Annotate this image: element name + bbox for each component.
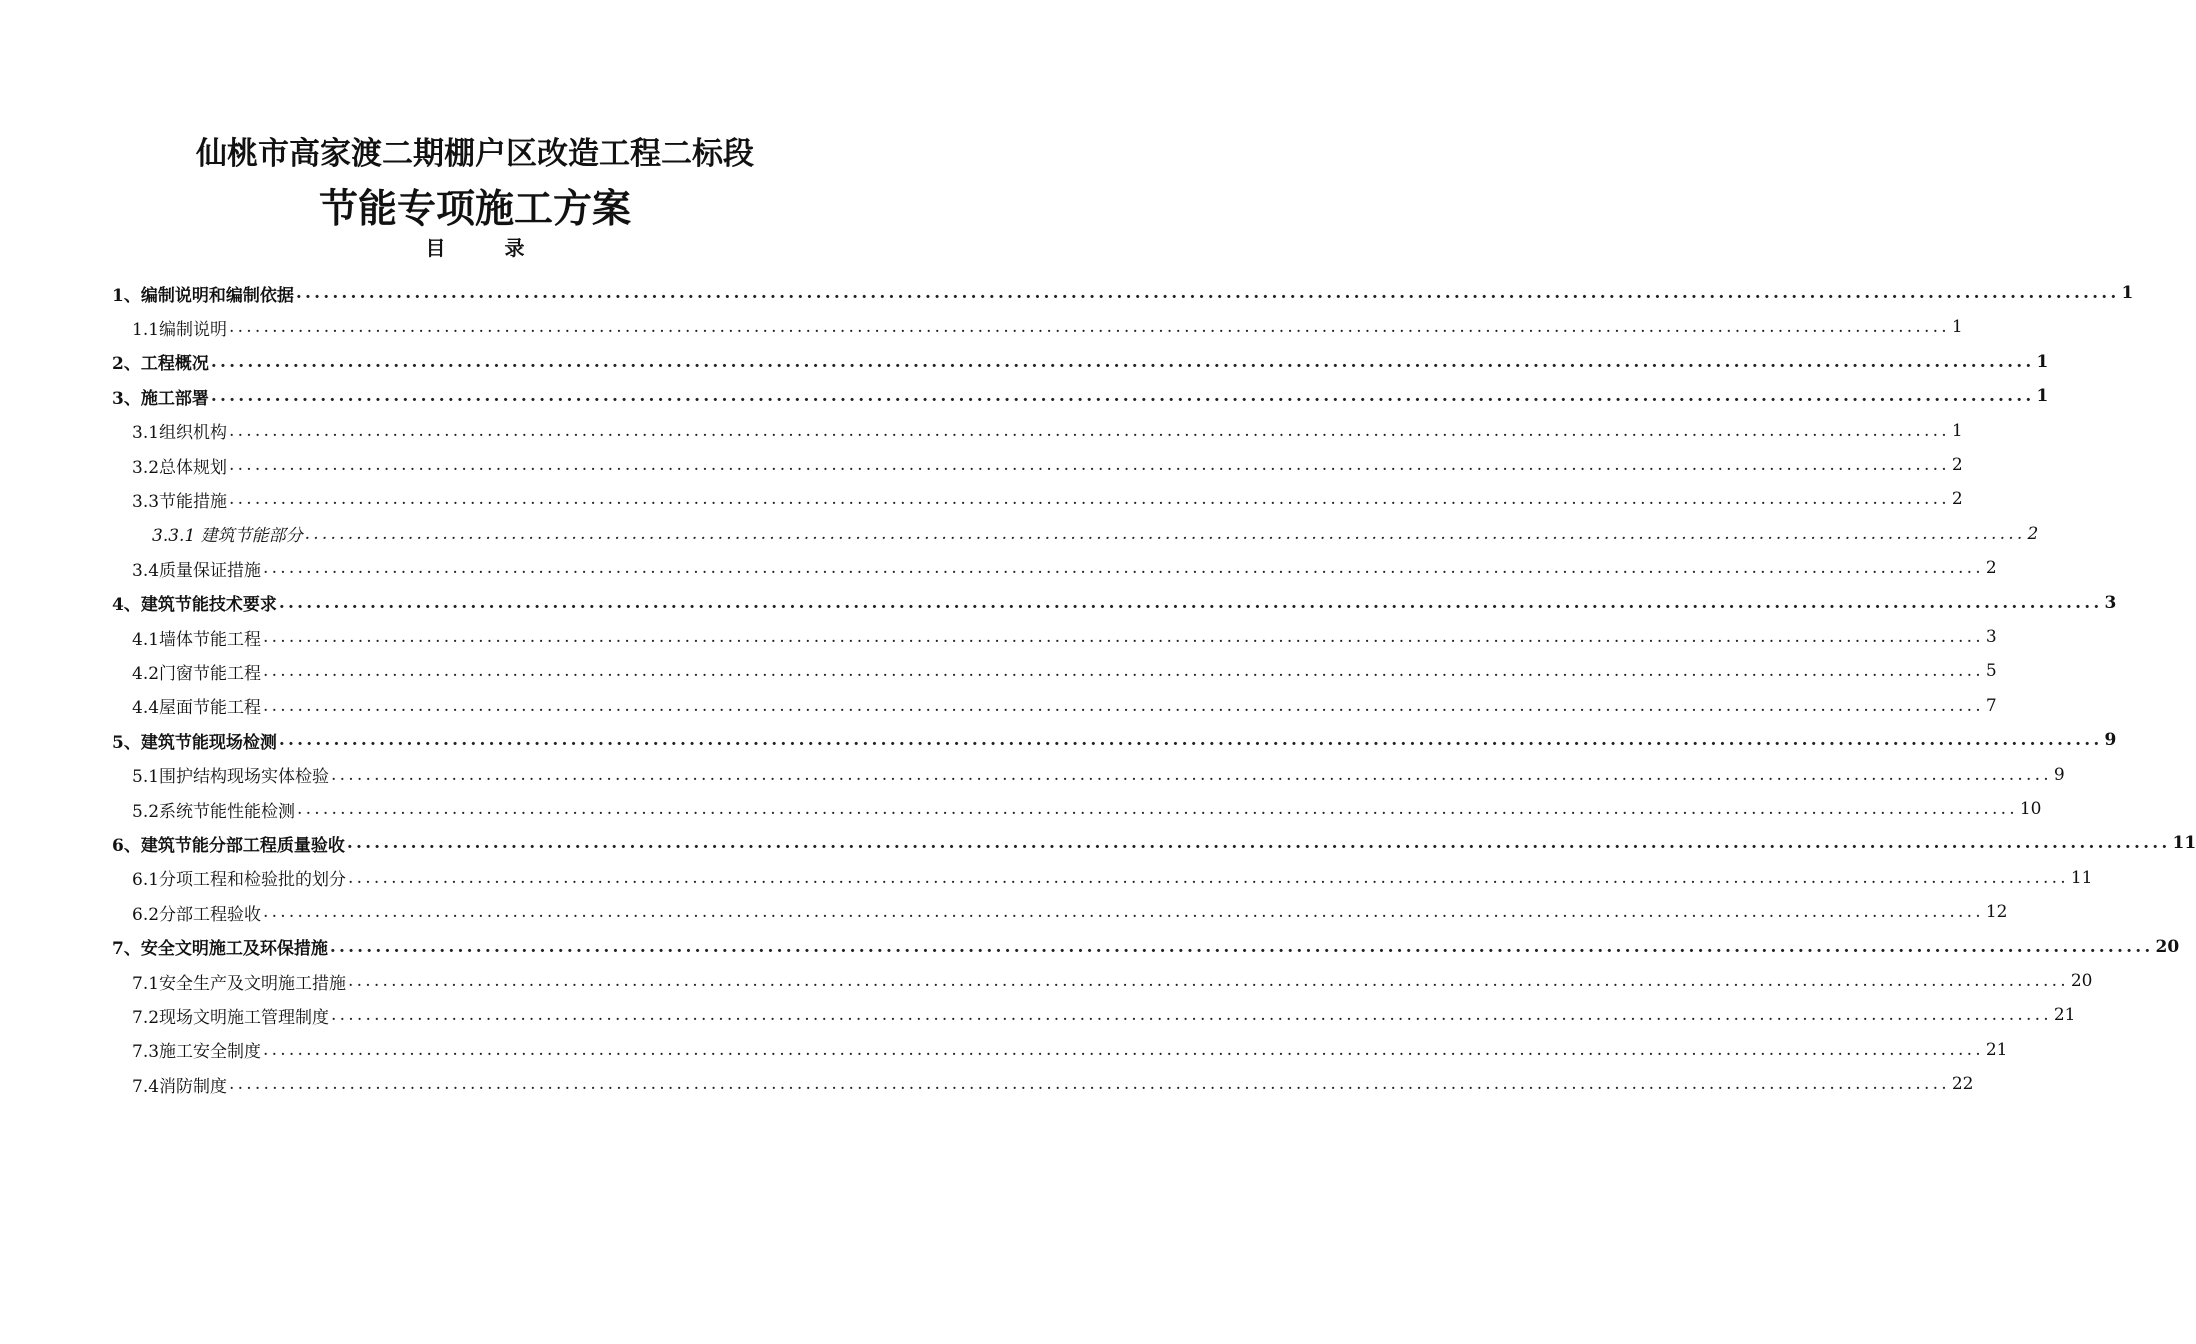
toc-entry-label: 4.1墙体节能工程 — [132, 629, 262, 650]
toc-entry-page-number: 3 — [2104, 592, 2117, 613]
toc-leader-dots: ........................................................................................................................................................................................................ — [295, 283, 2120, 303]
toc-entry[interactable] — [132, 1033, 2008, 1067]
toc-entry[interactable] — [132, 654, 1997, 688]
toc-entry-label: 4.4屋面节能工程 — [132, 698, 262, 719]
toc-entry-page-number: 1 — [1951, 317, 1963, 338]
toc-entry-page-number: 1 — [2121, 283, 2134, 303]
toc-entry-page-number: 3 — [1985, 627, 1997, 647]
toc-entry[interactable] — [132, 620, 1997, 654]
toc-entry-label: 7.3施工安全制度 — [132, 1042, 262, 1063]
toc-leader-dots: ........................................................................................................................................................................................................ — [263, 661, 1984, 682]
toc-entry[interactable] — [112, 345, 2049, 379]
toc-leader-dots: ........................................................................................................................................................................................................ — [263, 1039, 1984, 1060]
toc-leader-dots: ........................................................................................................................................................................................................ — [263, 902, 1984, 923]
toc-entry-page-number: 9 — [2053, 764, 2065, 785]
toc-leader-dots: ........................................................................................................................................................................................................ — [331, 1005, 2052, 1026]
toc-entry-label: 1、编制说明和编制依据 — [112, 285, 294, 306]
toc-entry[interactable] — [132, 551, 1997, 585]
toc-entry-label: 4、建筑节能技术要求 — [112, 595, 277, 616]
toc-entry-page-number: 2 — [1985, 558, 1997, 579]
toc-entry-label: 7.1安全生产及文明施工措施 — [132, 973, 347, 994]
toc-leader-dots: ........................................................................................................................................................................................................ — [304, 523, 2026, 544]
toc-leader-dots: ........................................................................................................................................................................................................ — [278, 592, 2103, 613]
toc-entry-label: 6.2分部工程验收 — [132, 904, 262, 925]
toc-leader-dots: ........................................................................................................................................................................................................ — [229, 489, 1950, 510]
toc-entry-label: 2、工程概况 — [112, 354, 209, 375]
toc-entry-label: 4.2门窗节能工程 — [132, 663, 262, 684]
toc-leader-dots: ........................................................................................................................................................................................................ — [263, 695, 1984, 716]
toc-entry-label: 6、建筑节能分部工程质量验收 — [112, 835, 345, 856]
toc-entry[interactable] — [132, 895, 2008, 929]
toc-entry-label: 7、安全文明施工及环保措施 — [112, 939, 328, 960]
toc-entry-label: 3.3.1 建筑节能部分 — [152, 526, 303, 547]
toc-entry[interactable] — [132, 482, 1963, 516]
toc-entry[interactable] — [112, 930, 2180, 964]
toc-entry-page-number: 2 — [1951, 455, 1963, 475]
toc-entry-page-number: 21 — [1985, 1039, 2008, 1060]
toc-leader-dots: ........................................................................................................................................................................................................ — [229, 455, 1950, 475]
toc-entry[interactable] — [132, 861, 2093, 895]
toc-entry-page-number: 2 — [2027, 523, 2039, 544]
toc-leader-dots: ........................................................................................................................................................................................................ — [229, 420, 1950, 441]
toc-entry[interactable] — [112, 276, 2134, 310]
toc-entry[interactable] — [132, 964, 2093, 998]
document-title: 仙桃市高家渡二期棚户区改造工程二标段 — [196, 136, 754, 172]
toc-entry[interactable] — [132, 689, 1997, 723]
toc-entry-page-number: 7 — [1985, 695, 1997, 716]
toc-leader-dots: ........................................................................................................................................................................................................ — [331, 764, 2052, 785]
toc-entry-label: 5.2系统节能性能检测 — [132, 801, 296, 822]
toc-leader-dots: ........................................................................................................................................................................................................ — [263, 627, 1984, 647]
toc-entry-label: 3.3节能措施 — [132, 491, 228, 512]
toc-leader-dots: ........................................................................................................................................................................................................ — [329, 936, 2154, 957]
toc-entry-label: 3、施工部署 — [112, 388, 209, 409]
toc-leader-dots: ........................................................................................................................................................................................................ — [348, 867, 2069, 888]
toc-leader-dots: ........................................................................................................................................................................................................ — [229, 317, 1950, 338]
toc-entry-page-number: 11 — [2172, 833, 2196, 854]
toc-entry-page-number: 5 — [1985, 661, 1997, 682]
toc-entry-page-number: 9 — [2104, 730, 2117, 751]
toc-entry-label: 3.4质量保证措施 — [132, 560, 262, 581]
toc-entry-page-number: 1 — [1951, 420, 1963, 441]
toc-entry-page-number: 20 — [2155, 936, 2180, 957]
toc-entry-page-number: 12 — [1985, 902, 2008, 923]
toc-entry-page-number: 10 — [2019, 799, 2042, 819]
toc-leader-dots: ........................................................................................................................................................................................................ — [210, 386, 2035, 407]
toc-entry-page-number: 11 — [2070, 867, 2093, 888]
toc-entry[interactable] — [132, 792, 2042, 826]
toc-entry-label: 7.2现场文明施工管理制度 — [132, 1007, 330, 1028]
toc-entry[interactable] — [132, 448, 1963, 482]
toc-entry[interactable] — [132, 1067, 1974, 1101]
toc-entry[interactable] — [112, 379, 2049, 413]
toc-entry-label: 6.1分项工程和检验批的划分 — [132, 870, 347, 891]
toc-entry-label: 5.1围护结构现场实体检验 — [132, 767, 330, 788]
toc-entry[interactable] — [112, 826, 2196, 860]
document-subtitle: 节能专项施工方案 — [318, 186, 631, 232]
toc-entry-page-number: 1 — [2036, 386, 2049, 407]
toc-entry[interactable] — [112, 723, 2117, 757]
toc-entry-page-number: 1 — [2036, 351, 2049, 372]
toc-entry-page-number: 21 — [2053, 1005, 2076, 1026]
toc-leader-dots: ........................................................................................................................................................................................................ — [297, 799, 2018, 819]
toc-leader-dots: ........................................................................................................................................................................................................ — [346, 833, 2171, 854]
toc-entry-label: 3.1组织机构 — [132, 423, 228, 444]
toc-entry[interactable] — [132, 414, 1963, 448]
toc-entry-label: 3.2总体规划 — [132, 457, 228, 478]
toc-entry-page-number: 2 — [1951, 489, 1963, 510]
toc-entry[interactable] — [132, 758, 2065, 792]
toc-entry-page-number: 22 — [1951, 1074, 1974, 1095]
toc-heading: 目 录 — [425, 236, 551, 260]
toc-leader-dots: ........................................................................................................................................................................................................ — [210, 351, 2035, 372]
toc-entry[interactable] — [152, 517, 2039, 551]
toc-entry-page-number: 20 — [2070, 971, 2093, 991]
toc-entry[interactable] — [132, 310, 1963, 344]
toc-entry-label: 5、建筑节能现场检测 — [112, 732, 277, 753]
toc-entry-label: 1.1编制说明 — [132, 319, 228, 340]
toc-entry-label: 7.4消防制度 — [132, 1076, 228, 1097]
toc-leader-dots: ........................................................................................................................................................................................................ — [348, 971, 2069, 991]
toc-entry[interactable] — [132, 998, 2076, 1032]
toc-leader-dots: ........................................................................................................................................................................................................ — [278, 730, 2103, 751]
toc-leader-dots: ........................................................................................................................................................................................................ — [263, 558, 1984, 579]
toc-entry[interactable] — [112, 586, 2117, 620]
toc-leader-dots: ........................................................................................................................................................................................................ — [229, 1074, 1950, 1095]
